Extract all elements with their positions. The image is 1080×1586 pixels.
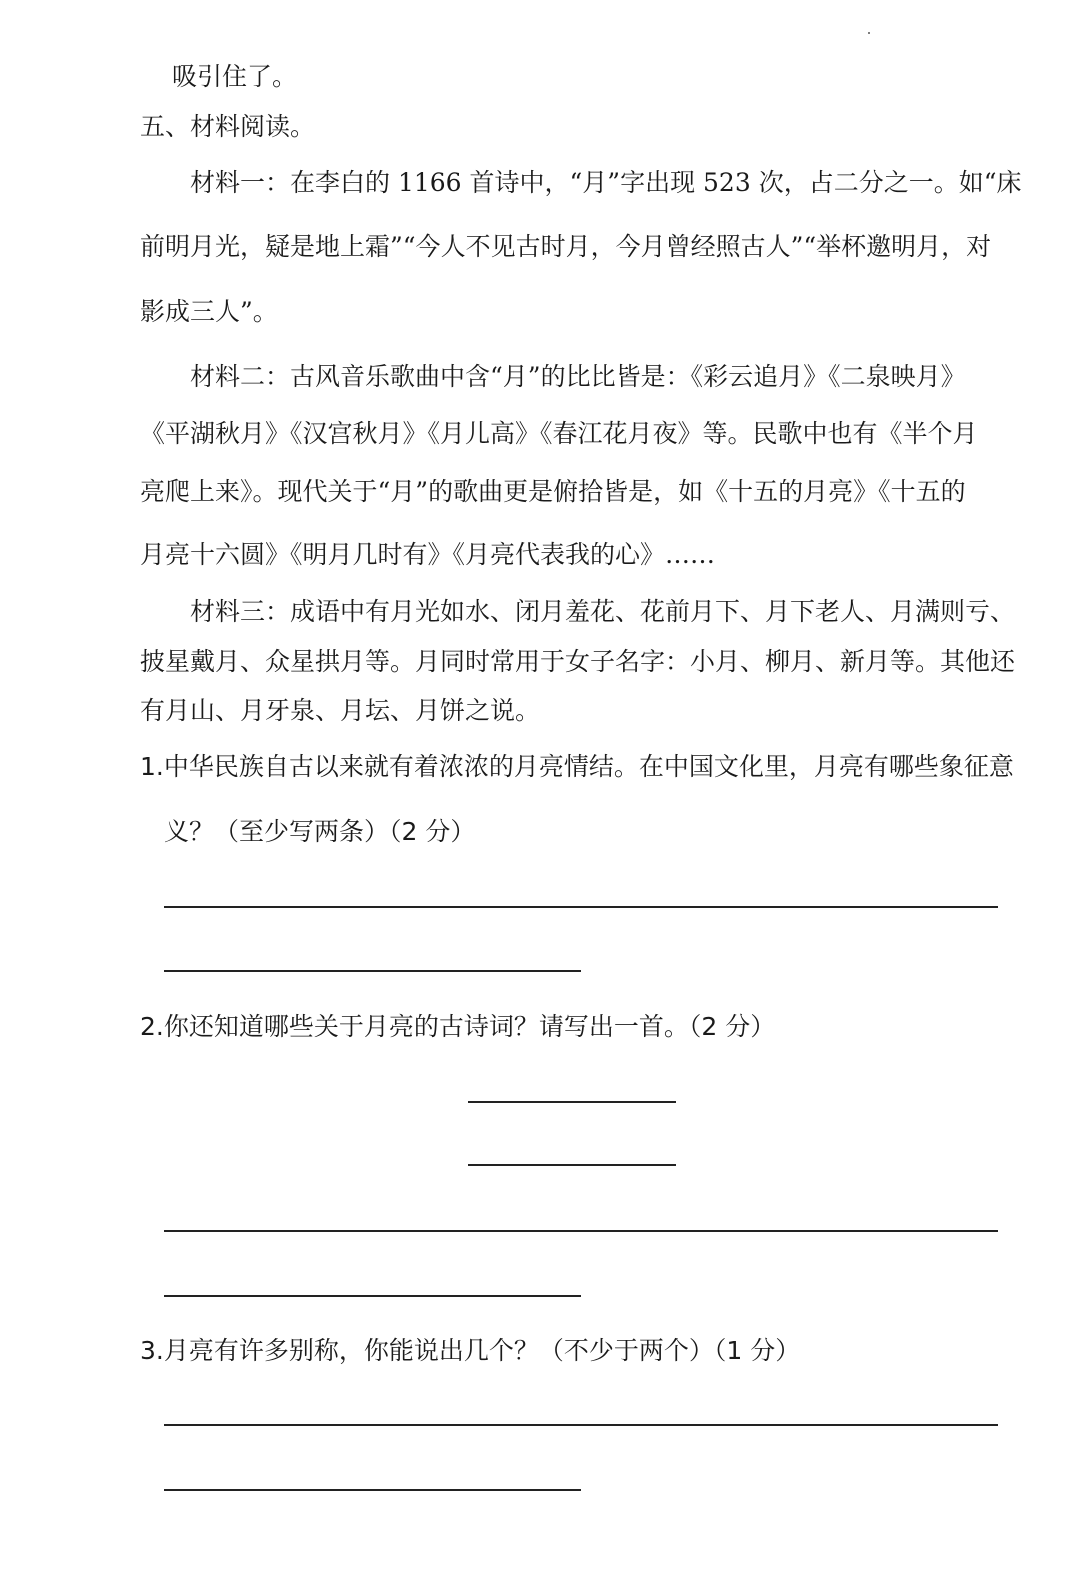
- material-two-line-2: 《平湖秋月》《汉宫秋月》《月儿高》《春江花月夜》等。民歌中也有《半个月: [140, 419, 978, 448]
- material-two-line-1: 材料二：古风音乐歌曲中含“月”的比比皆是：《彩云追月》《二泉映月》: [190, 362, 966, 391]
- material-three-line-3: 有月山、月牙泉、月坛、月饼之说。: [140, 696, 541, 725]
- material-three-line-1: 材料三：成语中有月光如水、闭月羞花、花前月下、月下老人、月满则亏、: [190, 597, 1016, 626]
- question-1-line-2: 义？（至少写两条）（2 分）: [164, 817, 476, 846]
- carryover-text: 吸引住了。: [172, 62, 298, 91]
- material-two-line-3: 亮爬上来》。现代关于“月”的歌曲更是俯拾皆是，如《十五的月亮》《十五的: [140, 477, 966, 506]
- material-one-line-2: 前明月光，疑是地上霜”“今人不见古时月，今月曾经照古人”“举杯邀明月，对: [140, 232, 992, 261]
- answer-line[interactable]: [164, 1424, 998, 1426]
- answer-line[interactable]: [164, 1230, 998, 1232]
- section-title: 五、材料阅读。: [140, 112, 316, 141]
- answer-line[interactable]: [164, 1489, 581, 1491]
- poem-author-line[interactable]: [468, 1164, 676, 1166]
- scan-speck: [868, 32, 870, 34]
- question-1-line-1: 1.中华民族自古以来就有着浓浓的月亮情结。在中国文化里，月亮有哪些象征意: [140, 752, 1014, 781]
- answer-line[interactable]: [164, 906, 998, 908]
- material-two-line-4: 月亮十六圆》《明月几时有》《月亮代表我的心》……: [140, 540, 716, 569]
- material-three-line-2: 披星戴月、众星拱月等。月同时常用于女子名字：小月、柳月、新月等。其他还: [140, 647, 1016, 676]
- poem-title-line[interactable]: [468, 1101, 676, 1103]
- question-2-line-1: 2.你还知道哪些关于月亮的古诗词？请写出一首。（2 分）: [140, 1012, 776, 1041]
- material-one-line-3: 影成三人”。: [140, 297, 278, 326]
- answer-line[interactable]: [164, 1295, 581, 1297]
- material-one-line-1: 材料一：在李白的 1166 首诗中，“月”字出现 523 次，占二分之一。如“床: [190, 168, 1022, 197]
- answer-line[interactable]: [164, 970, 581, 972]
- question-3-line-1: 3.月亮有许多别称，你能说出几个？（不少于两个）（1 分）: [140, 1336, 801, 1365]
